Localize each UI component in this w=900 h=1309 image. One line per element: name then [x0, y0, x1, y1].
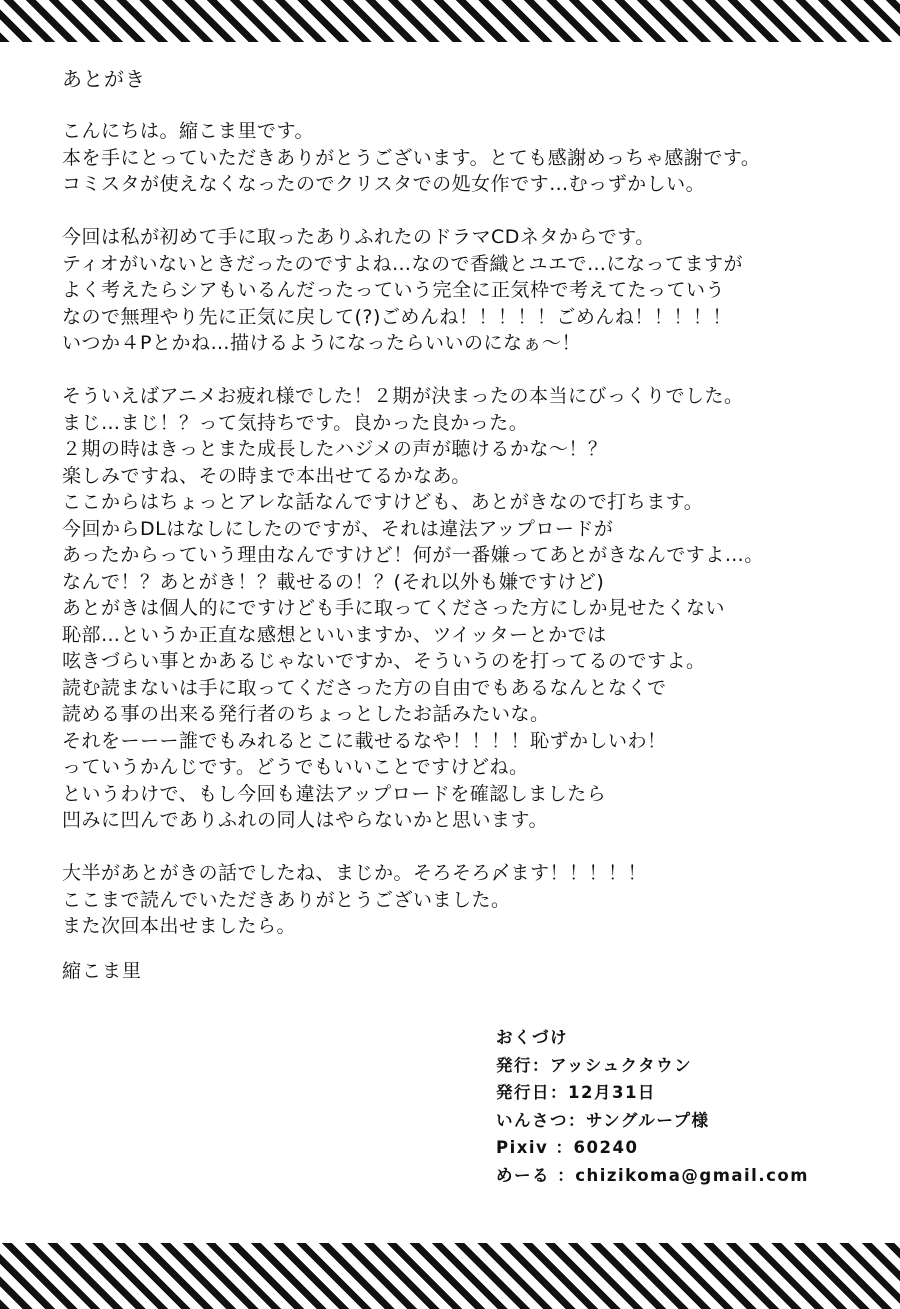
- author-signature: 縮こま里: [62, 960, 143, 982]
- text-line: また次回本出せましたら。: [62, 915, 297, 937]
- text-line: 読む読まないは手に取ってくださった方の自由でもあるなんとなくで: [62, 676, 667, 699]
- text-line: 凹みに凹んでありふれの同人はやらないかと思います。: [62, 809, 548, 831]
- colophon-publisher: 発行：アッシュクタウン: [496, 1055, 693, 1075]
- text-line: こんにちは。縮こま里です。: [62, 120, 314, 142]
- colophon-email: めーる ：chizikoma@gmail.com: [496, 1165, 809, 1185]
- text-line: いつか４Pとかね…描けるようになったらいいのになぁ～！: [62, 332, 581, 354]
- text-line: 今回は私が初めて手に取ったありふれたのドラマCDネタからです。: [62, 226, 655, 248]
- text-line: 楽しみですね、その時まで本出せてるかなあ。: [62, 464, 471, 487]
- afterword-body: [62, 118, 862, 940]
- paragraph-story: [62, 224, 862, 357]
- text-line: 本を手にとっていただきありがとうございます。とても感謝めっちゃ感謝です。: [62, 146, 761, 169]
- text-line: ここまで読んでいただきありがとうございました。: [62, 888, 511, 911]
- text-line: よく考えたらシアもいるんだったっていう完全に正気枠で考えてたっていう: [62, 279, 726, 301]
- text-line: なんで！？あとがき！？載せるの！？(それ以外も嫌ですけど): [62, 570, 605, 593]
- text-line: ティオがいないときだったのですよね…なので香織とユエで…になってますが: [62, 252, 743, 275]
- text-line: っていうかんじです。どうでもいいことですけどね。: [62, 756, 529, 778]
- page-title: あとがき: [62, 67, 146, 91]
- text-line: コミスタが使えなくなったのでクリスタでの処女作です…むっずかしい。: [62, 173, 706, 195]
- text-line: 恥部…というか正直な感想といいますか、ツイッターとかでは: [62, 623, 607, 646]
- text-line: あったからっていう理由なんですけど！何が一番嫌ってあとがきなんですよ…。: [62, 544, 764, 566]
- text-line: それをーーー誰でもみれるとこに載せるなや！！！！恥ずかしいわ！: [62, 729, 667, 752]
- text-line: まじ…まじ！？って気持ちです。良かった良かった。: [62, 411, 529, 434]
- text-line: というわけで、もし今回も違法アップロードを確認しましたら: [62, 782, 607, 805]
- text-line: 呟きづらい事とかあるじゃないですか、そういうのを打ってるのですよ。: [62, 650, 706, 672]
- text-line: 大半があとがきの話でしたね、まじか。そろそろ〆ます！！！！！: [62, 862, 648, 884]
- colophon-date: 発行日：12月31日: [496, 1083, 656, 1102]
- colophon-pixiv: Pixiv ：60240: [496, 1138, 639, 1157]
- colophon-printer: いんさつ：サングループ様: [496, 1110, 710, 1130]
- text-line: ここからはちょっとアレな話なんですけども、あとがきなので打ちます。: [62, 491, 704, 513]
- colophon-heading: おくづけ: [496, 1028, 568, 1047]
- paragraph-greeting: [62, 118, 862, 198]
- text-line: 読める事の出来る発行者のちょっとしたお話みたいな。: [62, 703, 550, 725]
- text-line: そういえばアニメお疲れ様でした！２期が決まったの本当にびっくりでした。: [62, 385, 744, 407]
- text-line: 今回からDLはなしにしたのですが、それは違法アップロードが: [62, 517, 614, 540]
- colophon: [496, 1024, 809, 1189]
- top-stripe-border: [0, 0, 900, 42]
- paragraph-closing: [62, 860, 862, 940]
- text-line: ２期の時はきっとまた成長したハジメの声が聴けるかな～！？: [62, 438, 608, 460]
- text-line: なので無理やり先に正気に戻して(?)ごめんね！！！！！ごめんね！！！！！: [62, 305, 732, 328]
- text-line: あとがきは個人的にですけども手に取ってくださった方にしか見せたくない: [62, 597, 726, 619]
- bottom-stripe-border: [0, 1243, 900, 1309]
- paragraph-notice: [62, 383, 862, 834]
